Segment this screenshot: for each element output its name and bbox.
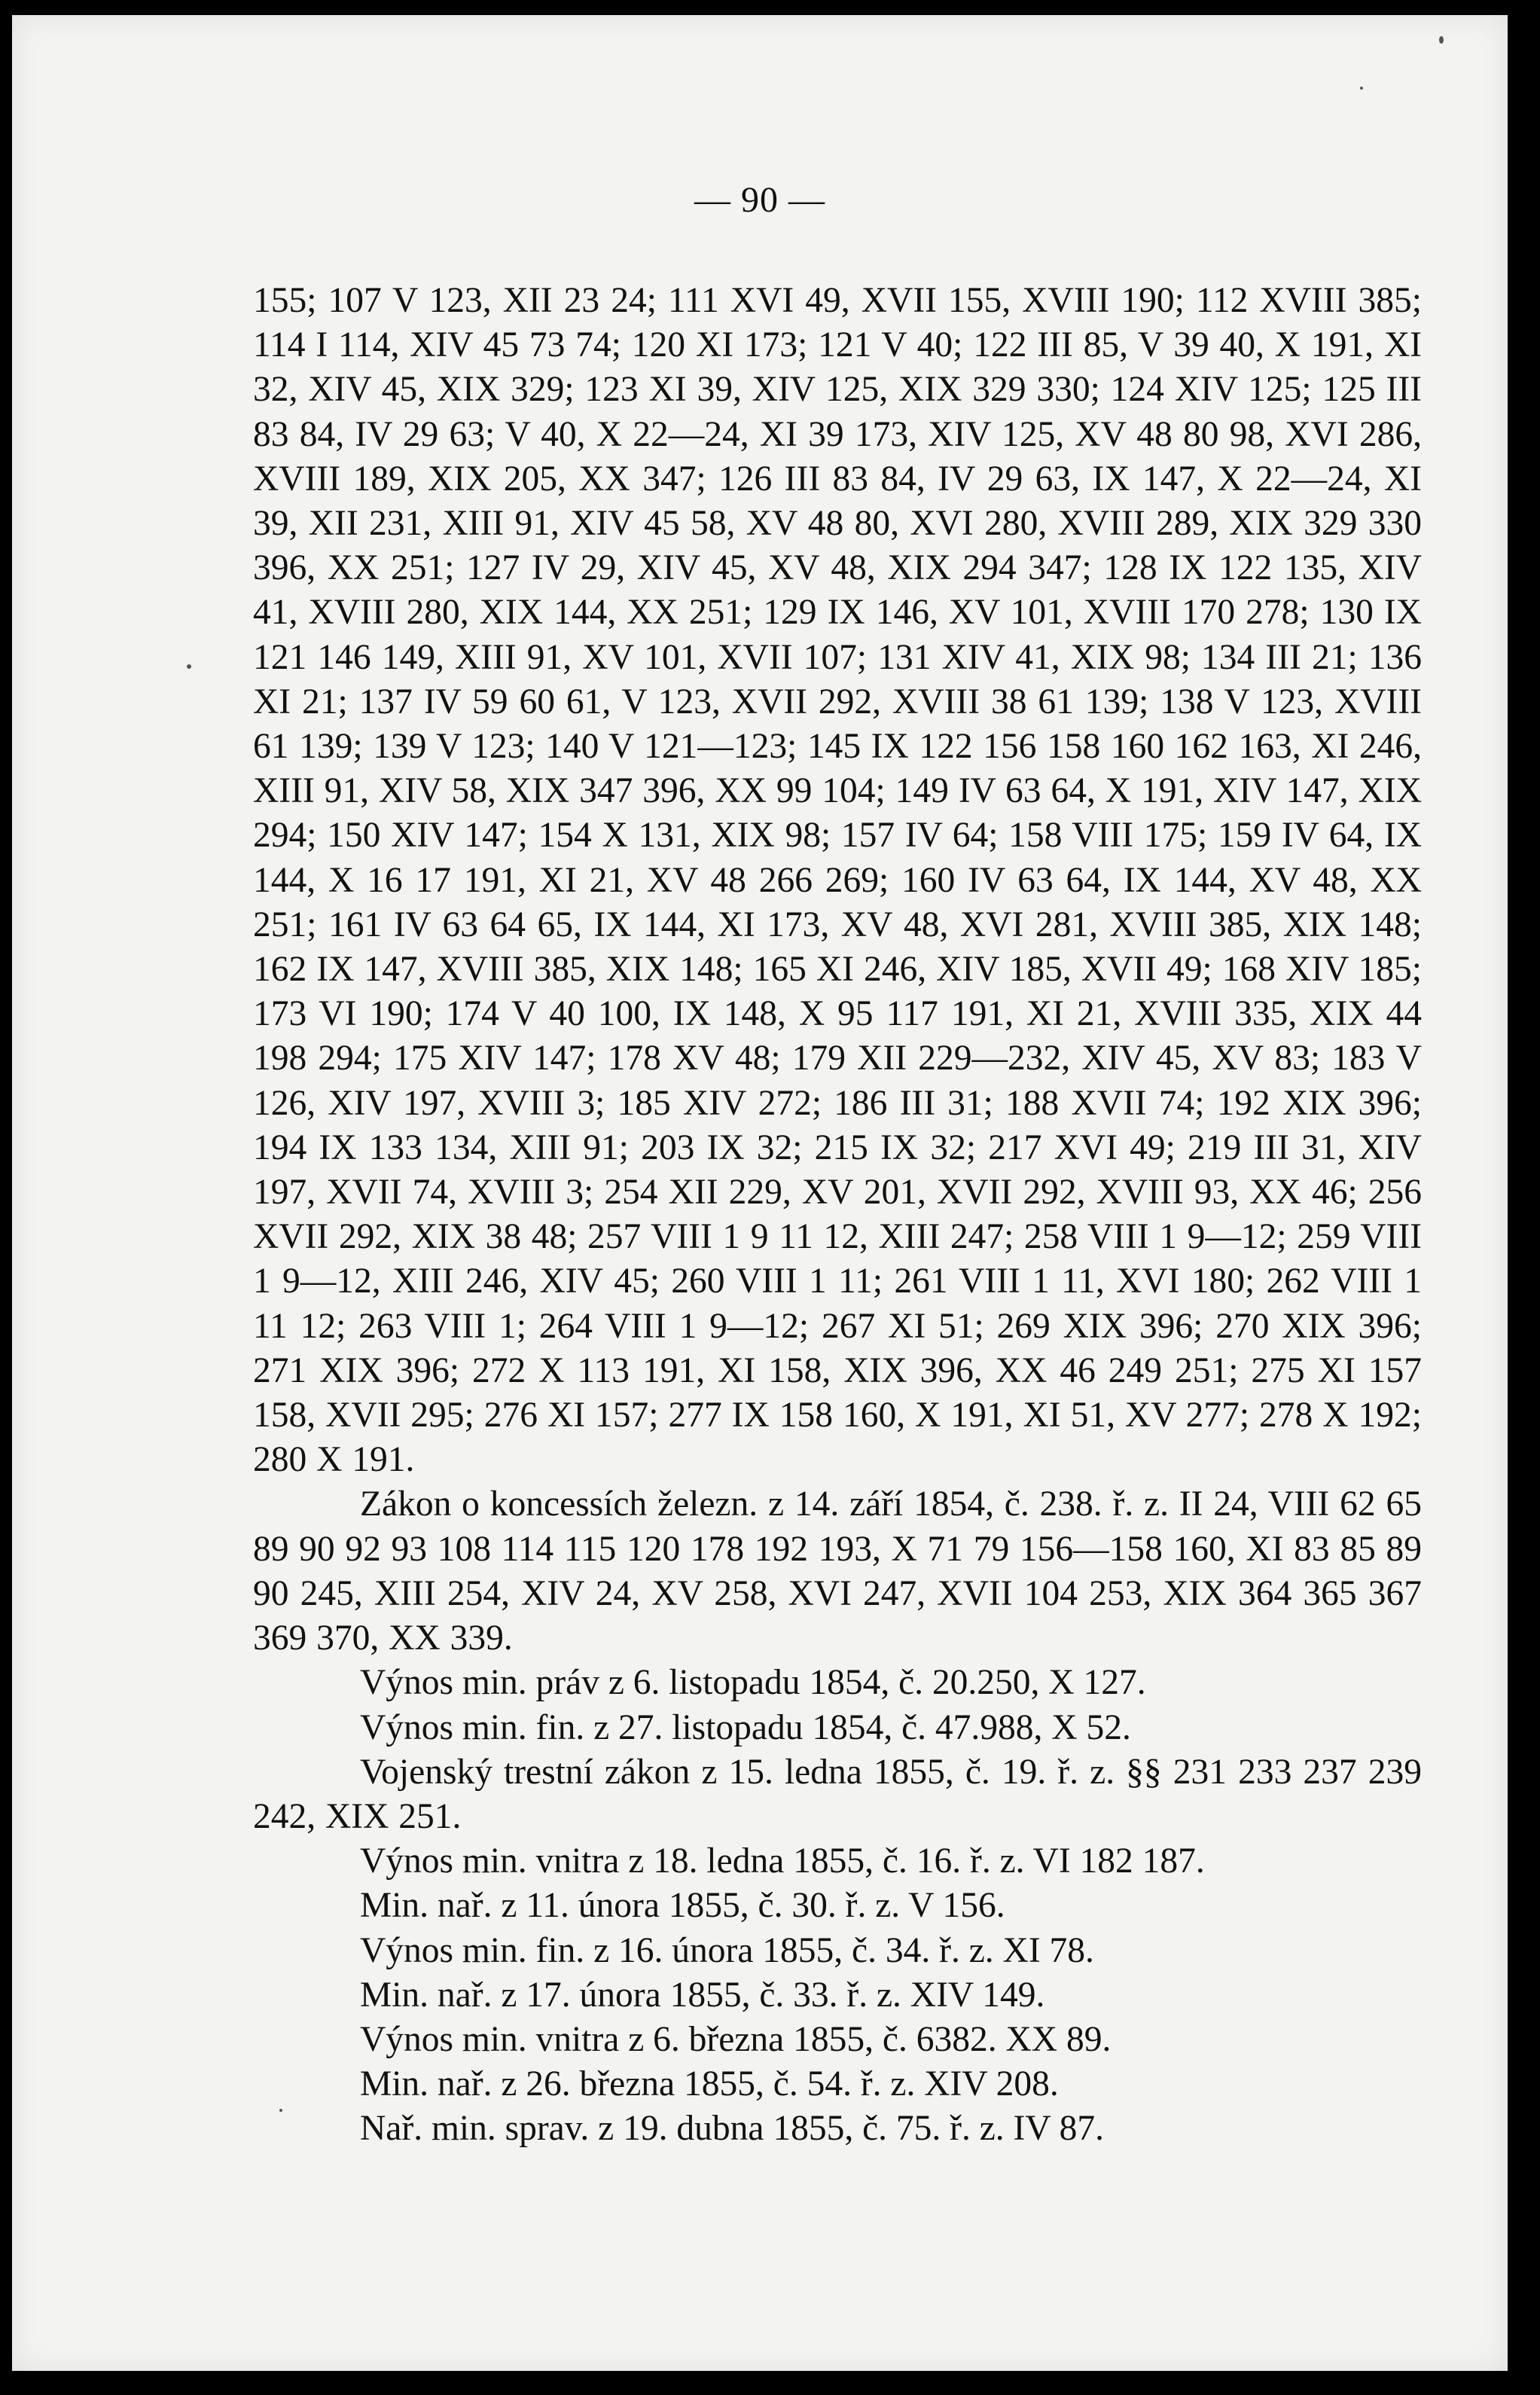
scan-speck <box>187 664 191 669</box>
military-penal-code-entry: Vojenský trestní zákon z 15. ledna 1855, č. 19. ř. z. §§ 231 233 237 239 242, XIX 251. <box>253 1752 1422 1836</box>
index-paragraph: 155; 107 V 123, XII 23 24; 111 XVI 49, XVII 155, XVIII 190; 112 XVIII 385; 114 I 114, XIV 45 73 74; 120 XI 173; 121 V 40; 122 III 85, V 39 40, X 191, XI 32, XIV 45, XIX 329; 123 XI 39, XIV 125, XIX 329 330; 124 XIV 125; 125 III 83 84, IV 29 63; V 40, X 22—24, XI 39 173, XIV 125, XV 48 80 98, XVI 286, XVIII 189, XIX 205, XX 347; 126 III 83 84, IV 29 63, IX 147, X 22—24, XI 39, XII 231, XIII 91, XIV 45 58, XV 48 80, XVI 280, XVIII 289, XIX 329 330 396, XX 251; 127 IV 29, XIV 45, XV 48, XIX 294 347; 128 IX 122 135, XIV 41, XVIII 280, XIX 144, XX 251; 129 IX 146, XV 101, XVIII 170 278; 130 IX 121 146 149, XIII 91, XV 101, XVII 107; 131 XIV 41, XIX 98; 134 III 21; 136 XI 21; 137 IV 59 60 61, V 123, XVII 292, XVIII 38 61 139; 138 V 123, XVIII 61 139; 139 V 123; 140 V 121—123; 145 IX 122 156 158 160 162 163, XI 246, XIII 91, XIV 58, XIX 347 396, XX 99 104; 149 IV 63 64, X 191, XIV 147, XIX 294; 150 XIV 147; 154 X 131, XIX 98; 157 IV 64; 158 VIII 175; 159 IV 64, IX 144, X 16 17 191, XI 21, XV 48 266 269; 160 IV 63 64, IX 144, XV 48, XX 251; 161 IV 63 64 65, IX 144, XI 173, XV 48, XVI 281, XVIII 385, XIX 148; 162 IX 147, XVIII 385, XIX 148; 165 XI 246, XIV 185, XVII 49; 168 XIV 185; 173 VI 190; 174 V 40 100, IX 148, X 95 117 191, XI 21, XVIII 335, XIX 44 198 294; 175 XIV 147; 178 XV 48; 179 XII 229—232, XIV 45, XV 83; 183 V 126, XIV 197, XVIII 3; 185 XIV 272; 186 III 31; 188 XVII 74; 192 XIX 396; 194 IX 133 134, XIII 91; 203 IX 32; 215 IX 32; 217 XVI 49; 219 III 31, XIV 197, XVII 74, XVIII 3; 254 XII 229, XV 201, XVII 292, XVIII 93, XX 46; 256 XVII 292, XIX 38 48; 257 VIII 1 9 11 12, XIII 247; 258 VIII 1 9—12; 259 VIII 1 9—12, XIII 246, XIV 45; 260 VIII 1 11; 261 VIII 1 11, XVI 180; 262 VIII 1 11 12; 263 VIII 1; 264 VIII 1 9—12; 267 XI 51; 269 XIX 396; 270 XIX 396; 271 XIX 396; 272 X 113 191, XI 158, XIX 396, XX 46 249 251; 275 XI 157 158, XVII 295; 276 XI 157; 277 IX 158 160, X 191, XI 51, XV 277; 278 X 192; 280 X 191. <box>253 281 1422 1480</box>
decree-entry: Výnos min. fin. z 27. listopadu 1854, č. 47.988, X 52. <box>360 1707 1131 1747</box>
railway-concession-law-entry: Zákon o koncessích železn. z 14. září 1854, č. 238. ř. z. II 24, VIII 62 65 89 90 92 93 108 114 115 120 178 192 193, X 71 79 156—158 160, XI 83 85 89 90 245, XIII 254, XIV 24, XV 258, XVI 247, XVII 104 253, XIX 364 365 367 369 370, XX 339. <box>253 1484 1422 1658</box>
decree-entry: Nař. min. sprav. z 19. dubna 1855, č. 75. ř. z. IV 87. <box>360 2109 1105 2149</box>
page-body <box>253 279 1422 2152</box>
decree-entry: Min. nař. z 17. února 1855, č. 33. ř. z. XIV 149. <box>360 1975 1045 2015</box>
scan-speck <box>1360 87 1363 90</box>
decree-entry: Min. nař. z 11. února 1855, č. 30. ř. z. V 156. <box>360 1886 1005 1926</box>
decree-entry: Výnos min. vnitra z 18. ledna 1855, č. 16. ř. z. VI 182 187. <box>360 1841 1205 1881</box>
book-page <box>12 15 1508 2371</box>
decree-entry: Výnos min. práv z 6. listopadu 1854, č. 20.250, X 127. <box>360 1663 1146 1703</box>
decree-entry: Výnos min. fin. z 16. února 1855, č. 34. ř. z. XI 78. <box>360 1930 1094 1970</box>
scan-speck <box>279 2109 282 2112</box>
page-number: — 90 — <box>694 180 825 220</box>
scan-speck <box>1439 36 1444 44</box>
decree-entry: Výnos min. vnitra z 6. března 1855, č. 6382. XX 89. <box>360 2019 1112 2059</box>
decree-entry: Min. nař. z 26. března 1855, č. 54. ř. z. XIV 208. <box>360 2064 1059 2104</box>
